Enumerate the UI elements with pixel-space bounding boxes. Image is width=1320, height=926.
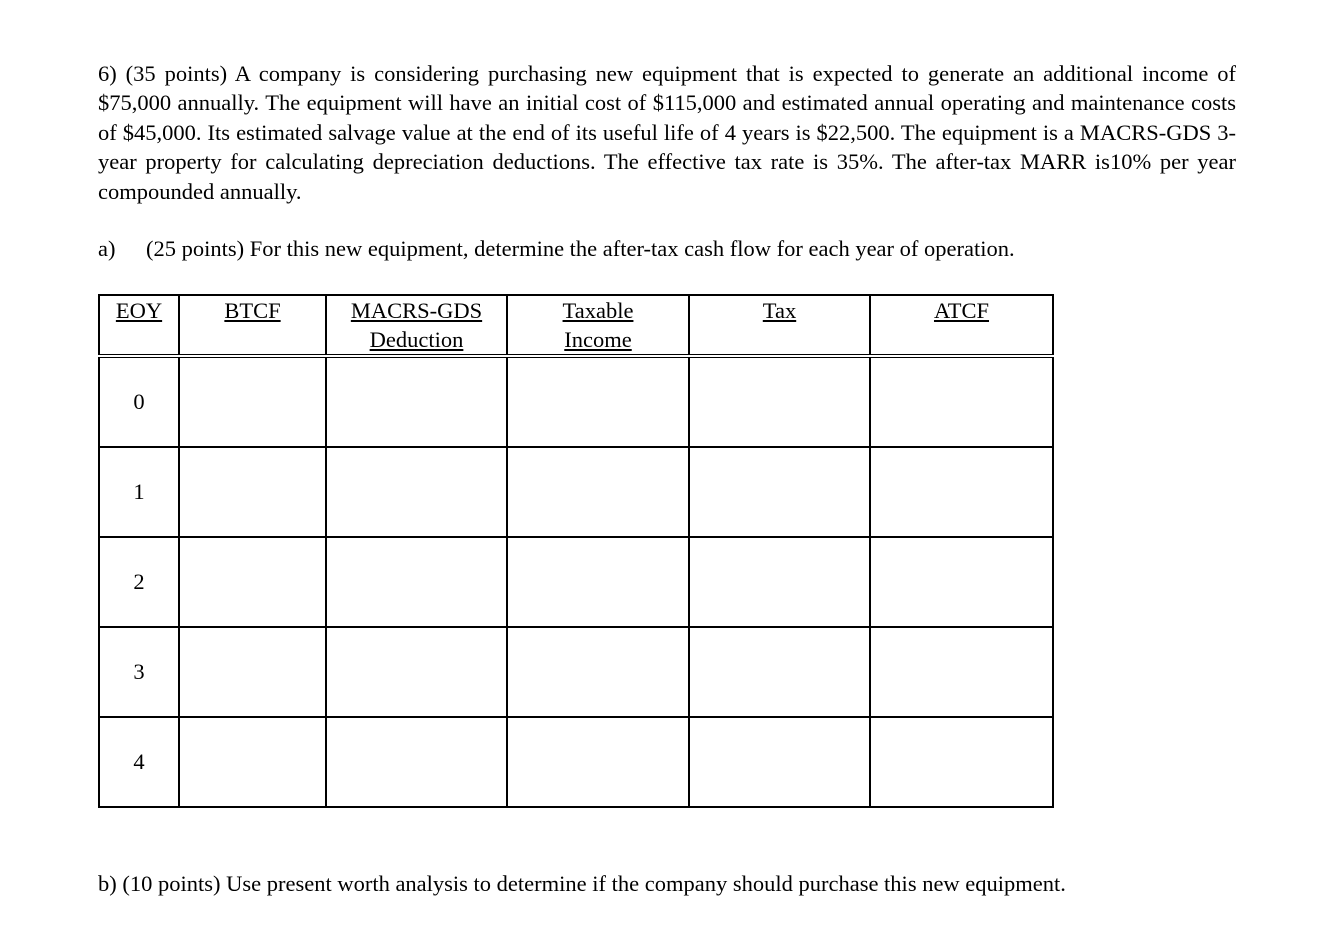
- macrs-cell[interactable]: [326, 356, 507, 447]
- eoy-cell: 3: [99, 627, 179, 717]
- eoy-cell: 2: [99, 537, 179, 627]
- atcf-table: [98, 294, 1054, 808]
- taxable-income-cell[interactable]: [507, 717, 689, 807]
- table-header-row: [99, 295, 1053, 356]
- tax-cell[interactable]: [689, 627, 870, 717]
- macrs-cell[interactable]: [326, 717, 507, 807]
- table-row: [99, 356, 1053, 447]
- header-macrs: MACRS-GDS Deduction: [326, 295, 507, 356]
- tax-cell[interactable]: [689, 447, 870, 537]
- atcf-cell[interactable]: [870, 627, 1053, 717]
- tax-cell[interactable]: [689, 356, 870, 447]
- taxable-income-cell[interactable]: [507, 447, 689, 537]
- header-tax: Tax: [689, 295, 870, 356]
- header-btcf: BTCF: [179, 295, 326, 356]
- part-a-text: (25 points) For this new equipment, determine the after-tax cash flow for each year of operation.: [146, 236, 1015, 261]
- atcf-cell[interactable]: [870, 717, 1053, 807]
- tax-cell[interactable]: [689, 717, 870, 807]
- btcf-cell[interactable]: [179, 627, 326, 717]
- tax-cell[interactable]: [689, 537, 870, 627]
- btcf-cell[interactable]: [179, 717, 326, 807]
- part-a-question: [98, 236, 1015, 262]
- table-row: [99, 627, 1053, 717]
- taxable-income-cell[interactable]: [507, 356, 689, 447]
- taxable-income-cell[interactable]: [507, 627, 689, 717]
- btcf-cell[interactable]: [179, 356, 326, 447]
- header-eoy: EOY: [99, 295, 179, 356]
- macrs-cell[interactable]: [326, 447, 507, 537]
- atcf-cell[interactable]: [870, 537, 1053, 627]
- eoy-cell: 4: [99, 717, 179, 807]
- atcf-cell[interactable]: [870, 447, 1053, 537]
- taxable-income-cell[interactable]: [507, 537, 689, 627]
- part-a-label: a): [98, 236, 116, 261]
- macrs-cell[interactable]: [326, 537, 507, 627]
- table-row: [99, 717, 1053, 807]
- macrs-cell[interactable]: [326, 627, 507, 717]
- eoy-cell: 0: [99, 356, 179, 447]
- table-row: [99, 537, 1053, 627]
- btcf-cell[interactable]: [179, 447, 326, 537]
- part-b-question: b) (10 points) Use present worth analysis to determine if the company should purchase this new equipment.: [98, 871, 1066, 896]
- table-row: [99, 447, 1053, 537]
- atcf-cell[interactable]: [870, 356, 1053, 447]
- btcf-cell[interactable]: [179, 537, 326, 627]
- eoy-cell: 1: [99, 447, 179, 537]
- problem-statement: 6) (35 points) A company is considering purchasing new equipment that is expected to generate an additional income of $75,000 annually. The equipment will have an initial cost of $115,000 and estimated annual operating and maintenance costs of $45,000. Its estimated salvage value at the end of its useful life of 4 years is $22,500. The equipment is a MACRS-GDS 3-year property for calculating depreciation deductions. The effective tax rate is 35%. The after-tax MARR is10% per year compounded annually.: [98, 61, 1236, 204]
- header-atcf: ATCF: [870, 295, 1053, 356]
- header-taxable-income: Taxable Income: [507, 295, 689, 356]
